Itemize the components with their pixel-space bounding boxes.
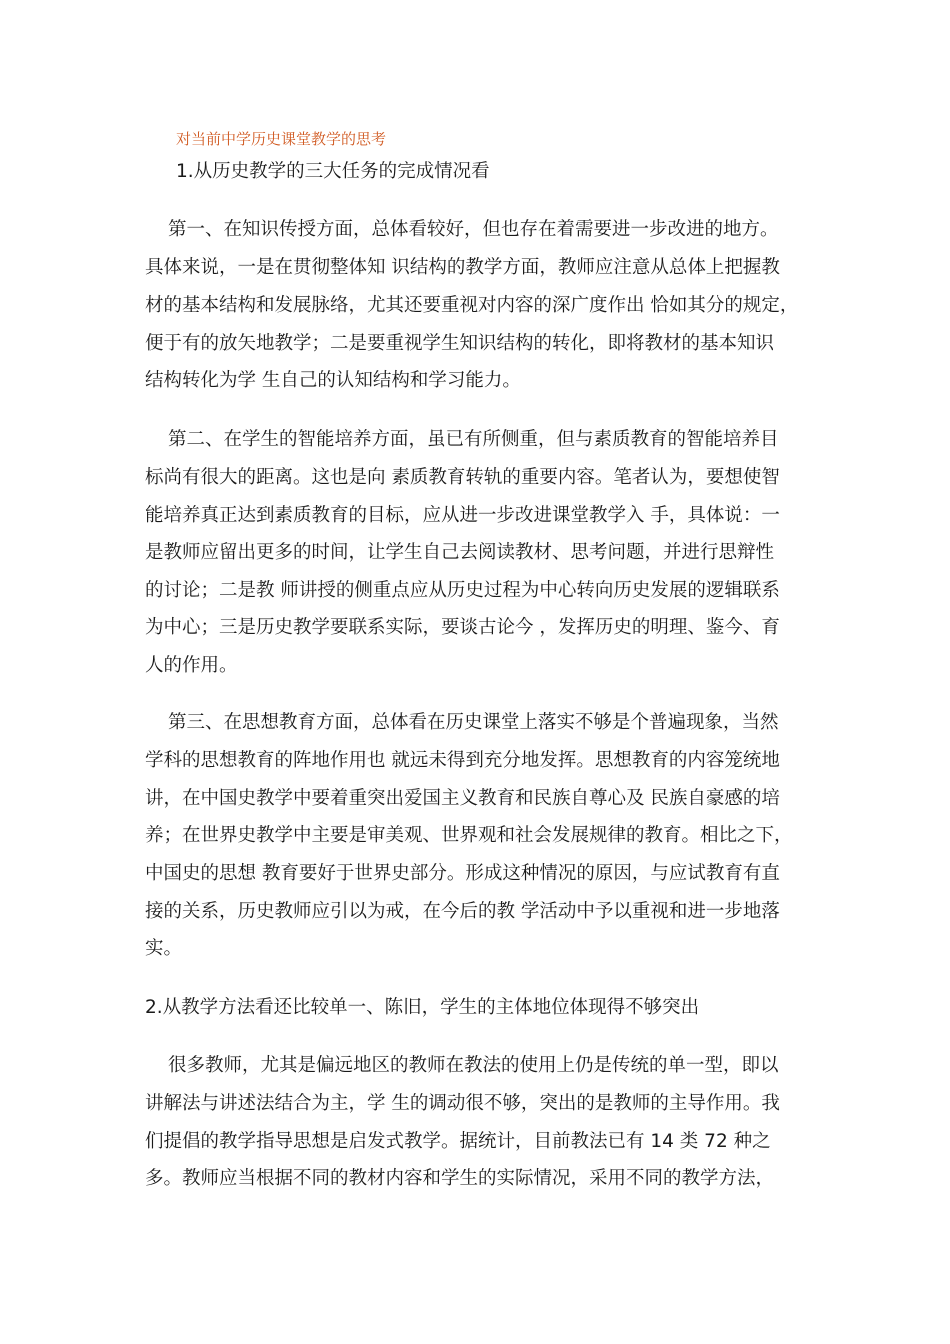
paragraph-3-line: 接的关系，历史教师应引以为戒，在今后的教 学活动中予以重视和进一步地落	[145, 901, 780, 922]
document-title: 对当前中学历史课堂教学的思考	[176, 130, 387, 148]
paragraph-2-line: 标尚有很大的距离。这也是向 素质教育转轨的重要内容。笔者认为，要想使智	[145, 467, 780, 488]
paragraph-4-line: 多。教师应当根据不同的教材内容和学生的实际情况，采用不同的教学方法，	[145, 1168, 775, 1189]
section-heading-1: 1.从历史教学的三大任务的完成情况看	[176, 161, 490, 182]
paragraph-4-line: 讲解法与讲述法结合为主，学 生的调动很不够，突出的是教师的主导作用。我	[145, 1093, 780, 1114]
paragraph-2-line: 人的作用。	[145, 655, 238, 676]
paragraph-3-line: 中国史的思想 教育要好于世界史部分。形成这种情况的原因，与应试教育有直	[145, 863, 780, 884]
paragraph-1-line: 便于有的放矢地教学；二是要重视学生知识结构的转化，即将教材的基本知识	[145, 333, 775, 354]
paragraph-2-line: 第二、在学生的智能培养方面，虽已有所侧重，但与素质教育的智能培养目	[168, 429, 779, 450]
paragraph-1-line: 具体来说，一是在贯彻整体知 识结构的教学方面，教师应注意从总体上把握教	[145, 257, 780, 278]
paragraph-1-line: 材的基本结构和发展脉络，尤其还要重视对内容的深广度作出 恰如其分的规定，	[145, 295, 799, 316]
paragraph-2-line: 的讨论；二是教 师讲授的侧重点应从历史过程为中心转向历史发展的逻辑联系	[145, 580, 780, 601]
paragraph-3-line: 第三、在思想教育方面，总体看在历史课堂上落实不够是个普遍现象，当然	[168, 712, 779, 733]
paragraph-3-line: 学科的思想教育的阵地作用也 就远未得到充分地发挥。思想教育的内容笼统地	[145, 750, 780, 771]
paragraph-3-line: 养；在世界史教学中主要是审美观、世界观和社会发展规律的教育。相比之下，	[145, 825, 793, 846]
paragraph-2-line: 为中心；三是历史教学要联系实际，要谈古论今 ，发挥历史的明理、鉴今、育	[145, 617, 780, 638]
paragraph-4-line: 很多教师，尤其是偏远地区的教师在教法的使用上仍是传统的单一型，即以	[168, 1055, 779, 1076]
paragraph-4-line: 们提倡的教学指导思想是启发式教学。据统计，目前教法已有 14 类 72 种之	[145, 1131, 771, 1152]
paragraph-1-line: 结构转化为学 生自己的认知结构和学习能力。	[145, 370, 521, 391]
section-heading-2: 2.从教学方法看还比较单一、陈旧，学生的主体地位体现得不够突出	[145, 997, 700, 1018]
paragraph-3-line: 实。	[145, 938, 183, 959]
paragraph-3-line: 讲，在中国史教学中要着重突出爱国主义教育和民族自尊心及 民族自豪感的培	[145, 788, 780, 809]
paragraph-2-line: 是教师应留出更多的时间，让学生自己去阅读教材、思考问题，并进行思辩性	[145, 542, 775, 563]
paragraph-2-line: 能培养真正达到素质教育的目标，应从进一步改进课堂教学入 手，具体说：一	[145, 505, 780, 526]
paragraph-1-line: 第一、在知识传授方面，总体看较好，但也存在着需要进一步改进的地方。	[168, 219, 779, 240]
